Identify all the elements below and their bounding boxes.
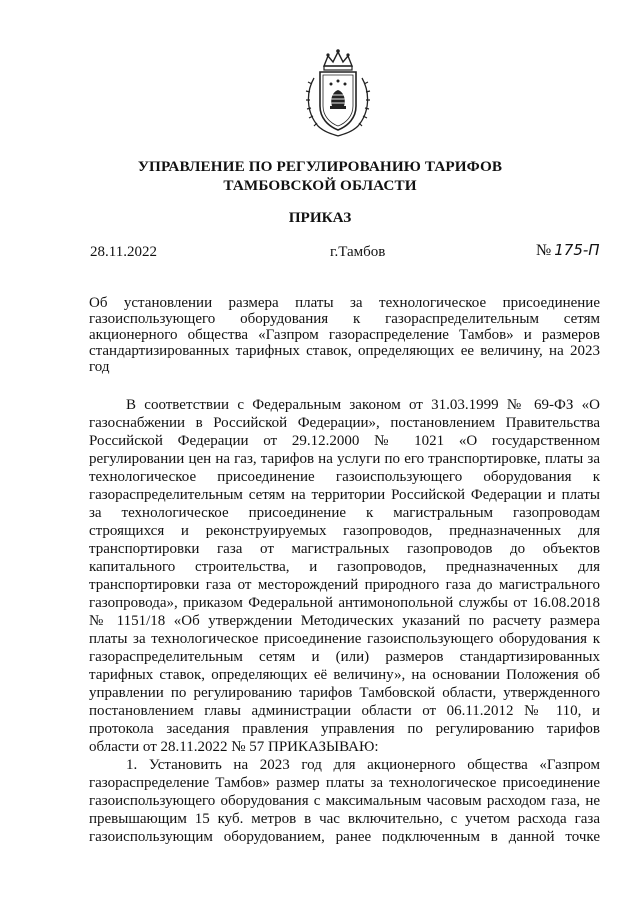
body-line: тарифных ставок, определяющих её величину», на основании Положения об	[89, 667, 600, 683]
body-line: В соответствии с Федеральным законом от 31.03.1999 № 69-ФЗ «О	[126, 397, 600, 413]
subject-line: стандартизированных тарифных ставок, определяющих ее величину, на 2023	[89, 343, 600, 359]
number-sign: №	[536, 242, 552, 259]
organization-name-line2: ТАМБОВСКОЙ ОБЛАСТИ	[223, 177, 417, 194]
body-line: газоиспользующим оборудованием, ранее подключенным в данной точке	[89, 829, 600, 845]
document-type-title: ПРИКАЗ	[288, 209, 352, 226]
handwritten-number: 175-П	[554, 241, 600, 259]
subject-line: Об установлении размера платы за технологическое присоединение	[89, 295, 600, 311]
body-line: платы за технологическое присоединение газоиспользующего оборудования к	[89, 631, 600, 647]
body-line: регулировании цен на газ, тарифов на услуги по его транспортировке, платы за	[89, 451, 600, 467]
body-line: транспортировки газа от месторождений природного газа до магистрального	[89, 577, 600, 593]
body-line: управлении по регулированию тарифов Тамбовской области, утвержденного	[89, 685, 600, 701]
subject-line: акционерного общества «Газпром газораспределение Тамбов» и размеров	[89, 327, 600, 343]
document-number	[536, 241, 600, 260]
subject-line: год	[89, 359, 110, 375]
body-line: за технологическое присоединение к магистральным газопроводам	[89, 505, 600, 521]
body-line: постановлением главы администрации области от 06.11.2012 № 110, и	[89, 703, 600, 719]
body-line: газораспределение Тамбов» размер платы за технологическое присоединение	[89, 775, 600, 791]
body-line: 1. Установить на 2023 год для акционерного общества «Газпром	[126, 757, 600, 773]
body-line: превышающим 15 куб. метров в час включительно, с учетом расхода газа	[89, 811, 600, 827]
body-line: газоиспользующего оборудования с максимальным часовым расходом газа, не	[89, 793, 600, 809]
subject-line: газоиспользующего оборудования к газораспределительным сетям	[89, 311, 600, 327]
coat-of-arms-emblem	[302, 48, 374, 140]
document-city: г.Тамбов	[330, 244, 386, 260]
body-line: протокола заседания правления управления по регулированию тарифов	[89, 721, 600, 737]
body-line: газораспределительным сетям на территории Российской Федерации и платы	[89, 487, 600, 503]
organization-name-line1: УПРАВЛЕНИЕ ПО РЕГУЛИРОВАНИЮ ТАРИФОВ	[137, 158, 503, 175]
body-line: газораспределительным сетям и (или) размеров стандартизированных	[89, 649, 600, 665]
body-line: технологическое присоединение газоиспользующего оборудования к	[89, 469, 600, 485]
body-line: газоснабжении в Российской Федерации», постановлением Правительства	[89, 415, 600, 431]
body-line: транспортировки газа от магистральных газопроводов до объектов	[89, 541, 600, 557]
body-line: Российской Федерации от 29.12.2000 № 1021 «О государственном	[89, 433, 600, 449]
body-line: газопровода», приказом Федеральной антимонопольной службы от 16.08.2018	[89, 595, 600, 611]
body-line: № 1151/18 «Об утверждении Методических указаний по расчету размера	[89, 613, 600, 629]
document-date: 28.11.2022	[90, 244, 157, 260]
body-line: области от 28.11.2022 № 57 ПРИКАЗЫВАЮ:	[89, 739, 379, 755]
body-line: капитального строительства, и газопроводов, предназначенных для	[89, 559, 600, 575]
body-line: строящихся и реконструируемых газопроводов, предназначенных для	[89, 523, 600, 539]
